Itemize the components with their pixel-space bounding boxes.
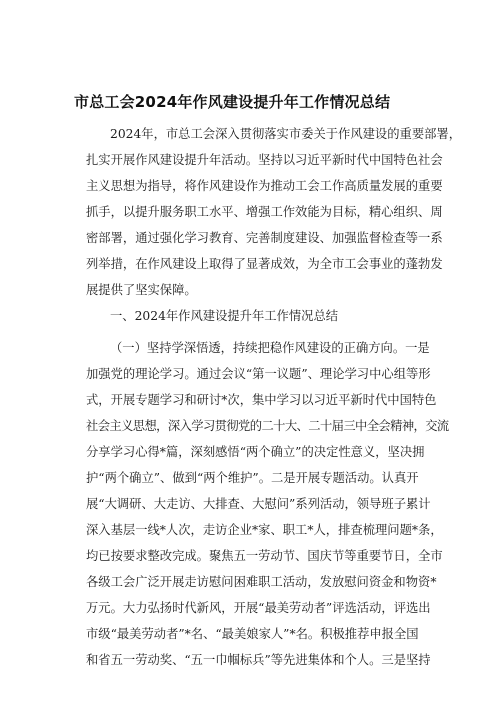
section-line: 和省五一劳动奖、“五一巾帼标兵”等先进集体和个人。三是坚持 xyxy=(86,653,431,667)
section-line: 均已按要求整改完成。聚焦五一劳动节、国庆节等重要节日，全市 xyxy=(86,549,443,563)
document-title: 市总工会2024年作风建设提升年工作情况总结 xyxy=(74,93,391,111)
intro-line: 扎实开展作风建设提升年活动。坚持以习近平新时代中国特色社会 xyxy=(86,153,443,167)
section-line: 各级工会广泛开展走访慰问困难职工活动，发放慰问资金和物资* xyxy=(86,575,437,589)
intro-line: 2024年，市总工会深入贯彻落实市委关于作风建设的重要部署， xyxy=(110,127,462,141)
section-line: 式，开展专题学习和研讨*次，集中学习以习近平新时代中国特色 xyxy=(86,393,437,407)
intro-line: 列举措，在作风建设上取得了显著成效，为全市工会事业的蓬勃发 xyxy=(86,257,443,271)
section-line: 加强党的理论学习。通过会议“第一议题”、理论学习中心组等形 xyxy=(86,367,431,381)
section-line: 分享学习心得*篇，深刻感悟“两个确立”的决定性意义，坚决拥 xyxy=(86,445,425,459)
section-line: 市级“最美劳动者”*名、“最美娘家人”*名。积极推荐申报全国 xyxy=(86,627,419,641)
intro-line: 密部署，通过强化学习教育、完善制度建设、加强监督检查等一系 xyxy=(86,231,443,245)
document-body xyxy=(86,121,462,673)
intro-line: 展提供了坚实保障。 xyxy=(86,283,197,297)
intro-line: 抓手，以提升服务职工水平、增强工作效能为目标，精心组织、周 xyxy=(86,205,443,219)
section-line: （一）坚持学深悟透，持续把稳作风建设的正确方向。一是 xyxy=(110,341,430,355)
section-line: 万元。大力弘扬时代新风，开展“最美劳动者”评选活动，评选出 xyxy=(86,601,431,615)
section-line: 社会主义思想，深入学习贯彻党的二十大、二十届三中全会精神，交流 xyxy=(86,419,449,433)
section-line: 深入基层一线*人次，走访企业*家、职工*人，排查梳理问题*条， xyxy=(86,523,443,537)
section-line: 护“两个确立”、做到“两个维护”。二是开展专题活动。认真开 xyxy=(86,471,419,485)
section-line: 展“大调研、大走访、大排查、大慰问”系列活动，领导班子累计 xyxy=(86,497,431,511)
section-heading: 一、2024年作风建设提升年工作情况总结 xyxy=(110,309,339,323)
intro-line: 主义思想为指导，将作风建设作为推动工会工作高质量发展的重要 xyxy=(86,179,443,193)
